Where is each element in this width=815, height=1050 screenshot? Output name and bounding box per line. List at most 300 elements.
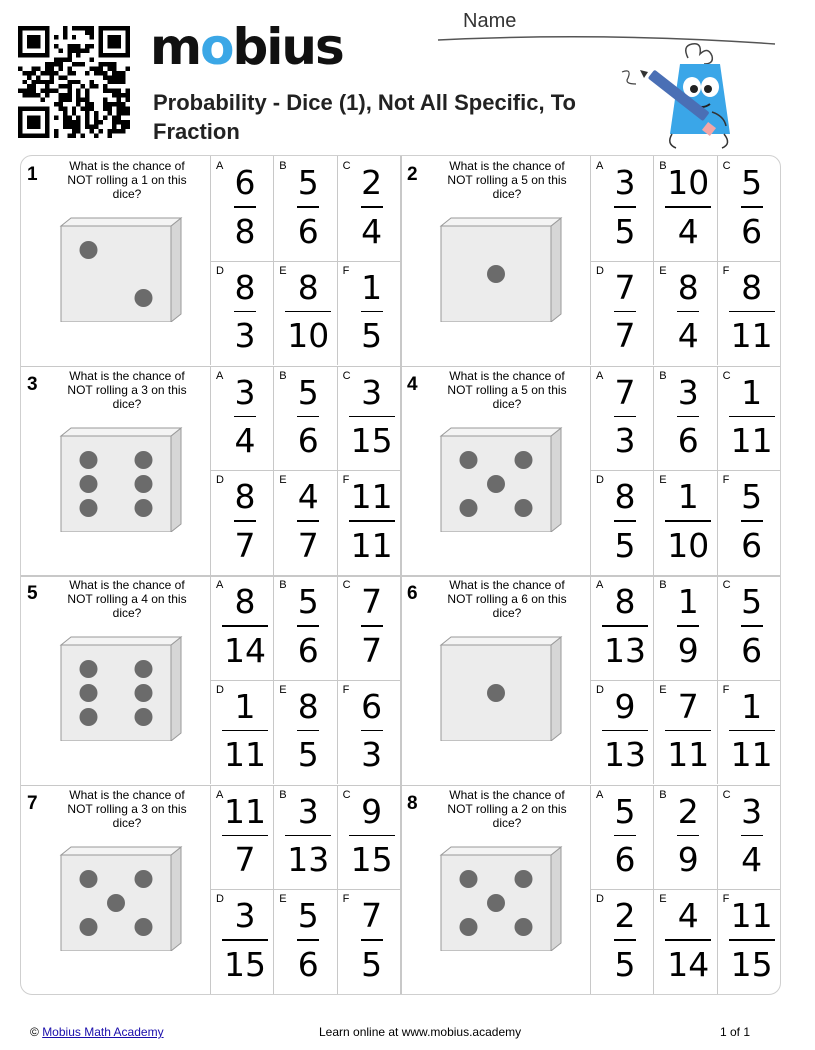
fraction-numerator: 5 — [297, 582, 319, 621]
problem-number: 2 — [407, 164, 418, 185]
fraction — [220, 893, 270, 989]
fraction — [283, 893, 333, 989]
problem-number: 6 — [407, 583, 418, 604]
fraction — [727, 684, 777, 780]
answer-option-a[interactable] — [590, 156, 653, 260]
answer-option-b[interactable] — [273, 575, 336, 679]
dice-pip — [487, 684, 505, 702]
fraction-numerator: 11 — [350, 477, 393, 516]
problem-number: 8 — [407, 792, 418, 814]
dice-pip — [460, 451, 478, 469]
dice-pip — [135, 684, 153, 702]
option-letter: C — [722, 788, 731, 801]
fraction — [347, 684, 397, 780]
fraction-denominator: 15 — [224, 944, 266, 984]
fraction — [283, 160, 333, 256]
fraction — [600, 474, 650, 570]
problem-question: What is the chance of NOT rolling a 2 on this dice? — [447, 787, 567, 830]
fraction — [283, 579, 333, 675]
logo-accent-letter: o — [200, 18, 233, 76]
fraction-numerator: 3 — [234, 372, 256, 412]
fraction-numerator: 8 — [297, 267, 319, 307]
fraction-denominator: 7 — [361, 630, 383, 670]
grid-line — [21, 785, 780, 787]
mobius-logo — [150, 18, 343, 76]
fraction-denominator: 7 — [614, 316, 636, 355]
fraction-denominator: 11 — [730, 316, 773, 355]
dice-pip — [515, 499, 533, 517]
fraction-numerator: 8 — [677, 267, 699, 307]
option-letter: D — [216, 683, 224, 696]
problem-question: What is the chance of NOT rolling a 1 on this dice? — [67, 159, 187, 201]
answer-option-a[interactable] — [210, 156, 273, 260]
fraction — [347, 474, 397, 570]
fraction — [283, 265, 333, 361]
option-letter: D — [596, 474, 604, 486]
fraction-numerator: 7 — [361, 896, 383, 935]
dice-illustration — [56, 635, 186, 741]
fraction-denominator: 10 — [287, 316, 330, 355]
fraction-denominator: 13 — [287, 840, 330, 879]
problem-number: 3 — [27, 373, 38, 395]
answer-option-b[interactable] — [273, 366, 336, 470]
dice-pip — [80, 708, 98, 726]
fraction-denominator: 11 — [350, 525, 393, 565]
answer-option-e[interactable] — [653, 470, 716, 574]
fraction-numerator: 7 — [614, 372, 636, 412]
fraction-denominator: 11 — [667, 735, 710, 774]
answer-option-b[interactable] — [653, 785, 716, 889]
dice-pip — [135, 499, 153, 517]
fraction-denominator: 3 — [361, 735, 383, 774]
option-letter: B — [659, 579, 667, 591]
dice-pip — [460, 918, 478, 936]
dice-pip — [80, 660, 98, 678]
fraction-denominator: 5 — [614, 525, 636, 565]
problem-question: What is the chance of NOT rolling a 6 on this dice? — [447, 578, 567, 620]
dice-pip — [135, 870, 153, 888]
fraction-denominator: 5 — [361, 316, 383, 355]
fraction-numerator: 5 — [614, 791, 636, 831]
fraction-denominator: 6 — [614, 840, 636, 879]
dice-pip — [135, 708, 153, 726]
fraction-denominator: 5 — [297, 735, 319, 774]
option-letter: A — [216, 369, 224, 382]
answer-option-d[interactable] — [210, 680, 273, 784]
fraction — [663, 893, 713, 989]
answer-option-e[interactable] — [273, 889, 336, 993]
fraction — [727, 893, 777, 989]
option-letter: F — [722, 893, 730, 905]
fraction — [347, 893, 397, 989]
fraction-numerator: 9 — [614, 686, 636, 726]
fraction-numerator: 8 — [614, 582, 636, 621]
fraction-denominator: 5 — [361, 944, 383, 984]
fraction — [220, 265, 270, 361]
problem-question: What is the chance of NOT rolling a 4 on this dice? — [67, 578, 187, 620]
problem-number: 7 — [27, 792, 38, 814]
answer-option-e[interactable] — [273, 680, 336, 784]
option-letter: A — [596, 579, 604, 591]
answer-option-f[interactable] — [717, 889, 780, 993]
grid-line — [210, 261, 400, 262]
fraction-denominator: 4 — [361, 211, 383, 251]
fraction — [727, 370, 777, 466]
mascot-illustration — [612, 42, 742, 152]
option-letter: B — [659, 788, 667, 801]
answer-option-d[interactable] — [210, 261, 273, 365]
answer-option-f[interactable] — [337, 680, 400, 784]
fraction-denominator: 6 — [741, 211, 763, 251]
answer-option-e[interactable] — [653, 889, 716, 993]
dice-illustration — [436, 635, 566, 741]
fraction-denominator: 11 — [730, 421, 773, 460]
dice-pip — [515, 918, 533, 936]
fraction — [663, 789, 713, 885]
fraction-denominator: 15 — [350, 421, 393, 460]
fraction-denominator: 6 — [297, 630, 319, 670]
dice-illustration — [436, 216, 566, 322]
option-letter: A — [596, 160, 604, 172]
fraction-denominator: 5 — [614, 944, 636, 984]
dice-pip — [135, 451, 153, 469]
dice-pip — [135, 660, 153, 678]
answer-option-d[interactable] — [590, 261, 653, 365]
answer-option-d[interactable] — [590, 889, 653, 993]
fraction — [727, 265, 777, 361]
fraction-numerator: 3 — [614, 163, 636, 202]
fraction-denominator: 4 — [741, 840, 763, 879]
problem-number: 4 — [407, 373, 418, 395]
fraction — [600, 579, 650, 675]
answer-option-b[interactable] — [653, 575, 716, 679]
fraction-numerator: 8 — [234, 477, 256, 516]
option-letter: B — [659, 369, 667, 382]
fraction-denominator: 15 — [350, 840, 393, 879]
fraction-numerator: 3 — [361, 372, 383, 412]
fraction-numerator: 1 — [677, 477, 699, 516]
fraction-denominator: 4 — [234, 421, 256, 460]
option-letter: E — [659, 264, 667, 277]
answer-option-e[interactable] — [653, 261, 716, 365]
mobius-academy-link[interactable]: Mobius Math Academy — [42, 1025, 164, 1039]
option-letter: A — [216, 160, 224, 172]
fraction-numerator: 4 — [297, 477, 319, 516]
option-letter: F — [722, 264, 730, 277]
dice-pip — [487, 475, 505, 493]
dice-pip — [135, 289, 153, 307]
fraction-numerator: 5 — [741, 477, 763, 516]
grid-line — [590, 470, 780, 471]
fraction-denominator: 11 — [730, 735, 773, 774]
fraction-numerator: 2 — [614, 896, 636, 935]
fraction — [347, 160, 397, 256]
option-letter: C — [722, 369, 731, 382]
fraction-denominator: 6 — [297, 211, 319, 251]
fraction — [663, 370, 713, 466]
grid-line — [210, 889, 400, 890]
fraction-denominator: 7 — [234, 840, 256, 879]
fraction-numerator: 3 — [741, 791, 763, 831]
answer-option-a[interactable] — [210, 575, 273, 679]
option-letter: E — [279, 893, 287, 905]
answer-option-e[interactable] — [273, 470, 336, 574]
option-letter: F — [342, 683, 350, 696]
name-label: Name — [463, 10, 517, 32]
fraction-numerator: 7 — [361, 582, 383, 621]
fraction-denominator: 7 — [297, 525, 319, 565]
dice-pip — [460, 499, 478, 517]
fraction — [220, 789, 270, 885]
answer-option-f[interactable] — [717, 470, 780, 574]
fraction-denominator: 6 — [741, 630, 763, 670]
fraction — [600, 893, 650, 989]
grid-line — [210, 680, 400, 681]
problem-question: What is the chance of NOT rolling a 5 on this dice? — [447, 159, 567, 201]
fraction-denominator: 3 — [614, 421, 636, 460]
fraction — [347, 370, 397, 466]
option-letter: A — [216, 579, 224, 591]
fraction-numerator: 7 — [677, 686, 699, 726]
option-letter: B — [279, 369, 287, 382]
footer-learn-online: Learn online at www.mobius.academy — [319, 1025, 522, 1039]
fraction-denominator: 7 — [234, 525, 256, 565]
fraction — [727, 789, 777, 885]
answer-option-e[interactable] — [273, 261, 336, 365]
answer-option-c[interactable] — [717, 575, 780, 679]
option-letter: A — [216, 788, 224, 801]
fraction-denominator: 5 — [614, 211, 636, 251]
fraction — [220, 160, 270, 256]
fraction-numerator: 5 — [297, 163, 319, 202]
fraction — [727, 579, 777, 675]
option-letter: C — [342, 160, 351, 172]
fraction-denominator: 6 — [677, 421, 699, 460]
answer-option-c[interactable] — [337, 575, 400, 679]
fraction — [600, 684, 650, 780]
fraction-numerator: 8 — [297, 686, 319, 726]
answer-option-d[interactable] — [210, 470, 273, 574]
fraction-denominator: 3 — [234, 316, 256, 355]
fraction-numerator: 5 — [741, 163, 763, 202]
option-letter: D — [596, 264, 604, 277]
answer-option-c[interactable] — [337, 156, 400, 260]
fraction-numerator: 9 — [361, 791, 383, 831]
dice-pip — [80, 451, 98, 469]
fraction-denominator: 4 — [677, 211, 699, 251]
fraction-numerator: 4 — [677, 896, 699, 935]
fraction — [220, 579, 270, 675]
problem-question: What is the chance of NOT rolling a 3 on this dice? — [67, 787, 187, 830]
dice-illustration — [56, 216, 186, 322]
fraction-denominator: 14 — [224, 630, 266, 670]
answer-option-c[interactable] — [717, 785, 780, 889]
dice-pip — [460, 870, 478, 888]
option-letter: E — [659, 683, 667, 696]
answer-option-f[interactable] — [337, 261, 400, 365]
answer-option-a[interactable] — [590, 366, 653, 470]
copyright-symbol: © — [30, 1025, 39, 1039]
fraction — [663, 265, 713, 361]
dice-pip — [135, 475, 153, 493]
problem-number: 5 — [27, 583, 38, 604]
answer-option-a[interactable] — [590, 575, 653, 679]
dice-pip — [80, 918, 98, 936]
answer-option-f[interactable] — [717, 261, 780, 365]
answer-option-b[interactable] — [273, 785, 336, 889]
fraction-denominator: 6 — [741, 525, 763, 565]
fraction-denominator: 15 — [730, 944, 773, 984]
option-letter: F — [342, 264, 350, 277]
answer-option-a[interactable] — [210, 366, 273, 470]
option-letter: C — [342, 369, 351, 382]
footer-copyright — [30, 1025, 164, 1039]
problem-number: 1 — [27, 164, 38, 185]
fraction — [663, 160, 713, 256]
answer-option-a[interactable] — [210, 785, 273, 889]
option-letter: E — [279, 474, 287, 486]
grid-line — [21, 575, 780, 577]
fraction-numerator: 7 — [614, 267, 636, 307]
fraction-denominator: 11 — [224, 735, 266, 774]
fraction-numerator: 8 — [234, 267, 256, 307]
answer-option-f[interactable] — [337, 889, 400, 993]
option-letter: C — [342, 579, 351, 591]
option-letter: C — [722, 579, 731, 591]
fraction-numerator: 1 — [741, 372, 763, 412]
dice-pip — [107, 894, 125, 912]
dice-illustration — [56, 845, 186, 951]
answer-option-f[interactable] — [337, 470, 400, 574]
fraction-numerator: 8 — [234, 582, 256, 621]
fraction-denominator: 9 — [677, 840, 699, 879]
dice-pip — [80, 241, 98, 259]
answer-option-c[interactable] — [717, 366, 780, 470]
fraction-numerator: 3 — [234, 896, 256, 935]
dice-illustration — [56, 426, 186, 532]
dice-pip — [80, 475, 98, 493]
logo-text: mobius — [150, 18, 343, 76]
fraction — [727, 474, 777, 570]
fraction — [220, 370, 270, 466]
grid-line — [21, 366, 780, 368]
dice-pip — [487, 265, 505, 283]
fraction-denominator: 4 — [677, 316, 699, 355]
option-letter: C — [342, 788, 351, 801]
fraction — [347, 265, 397, 361]
fraction-numerator: 6 — [361, 686, 383, 726]
option-letter: D — [596, 893, 604, 905]
option-letter: B — [279, 160, 287, 172]
dice-pip — [487, 894, 505, 912]
fraction-numerator: 1 — [741, 686, 763, 726]
fraction-denominator: 14 — [667, 944, 710, 984]
dice-pip — [135, 918, 153, 936]
dice-pip — [80, 684, 98, 702]
dice-pip — [515, 451, 533, 469]
fraction-numerator: 11 — [730, 896, 773, 935]
option-letter: A — [596, 369, 604, 382]
answer-option-d[interactable] — [210, 889, 273, 993]
answer-option-b[interactable] — [273, 156, 336, 260]
fraction-numerator: 1 — [361, 267, 383, 307]
option-letter: E — [279, 683, 287, 696]
fraction — [727, 160, 777, 256]
option-letter: B — [279, 579, 287, 591]
grid-line — [210, 470, 400, 471]
option-letter: D — [216, 264, 224, 277]
option-letter: E — [659, 893, 667, 905]
fraction-denominator: 6 — [297, 421, 319, 460]
answer-option-f[interactable] — [717, 680, 780, 784]
dice-pip — [80, 499, 98, 517]
option-letter: C — [722, 160, 731, 172]
dice-pip — [515, 870, 533, 888]
option-letter: F — [722, 474, 730, 486]
fraction-numerator: 1 — [234, 686, 256, 726]
dice-illustration — [436, 845, 566, 951]
fraction — [347, 789, 397, 885]
fraction-numerator: 10 — [667, 163, 710, 202]
answer-option-e[interactable] — [653, 680, 716, 784]
option-letter: D — [216, 474, 224, 486]
fraction — [347, 579, 397, 675]
fraction-numerator: 2 — [677, 791, 699, 831]
fraction — [220, 684, 270, 780]
answer-option-b[interactable] — [653, 366, 716, 470]
fraction-denominator: 8 — [234, 211, 256, 251]
fraction — [663, 474, 713, 570]
answer-option-d[interactable] — [590, 680, 653, 784]
fraction-denominator: 10 — [667, 525, 710, 565]
fraction-numerator: 1 — [677, 582, 699, 621]
worksheet-title: Probability - Dice (1), Not All Specific, To Fraction — [153, 90, 576, 144]
option-letter: D — [596, 683, 604, 696]
fraction-numerator: 5 — [297, 372, 319, 412]
fraction-numerator: 8 — [614, 477, 636, 516]
answer-option-c[interactable] — [337, 366, 400, 470]
answer-option-d[interactable] — [590, 470, 653, 574]
answer-option-b[interactable] — [653, 156, 716, 260]
option-letter: E — [659, 474, 667, 486]
option-letter: E — [279, 264, 287, 277]
grid-line — [590, 261, 780, 262]
fraction — [663, 579, 713, 675]
option-letter: A — [596, 788, 604, 801]
problem-question: What is the chance of NOT rolling a 3 on this dice? — [67, 368, 187, 411]
fraction — [663, 684, 713, 780]
fraction — [220, 474, 270, 570]
fraction-denominator: 9 — [677, 630, 699, 670]
fraction — [283, 789, 333, 885]
fraction — [600, 789, 650, 885]
fraction — [600, 160, 650, 256]
option-letter: F — [722, 683, 730, 696]
fraction-denominator: 13 — [604, 630, 646, 670]
grid-line — [590, 889, 780, 890]
fraction — [600, 370, 650, 466]
option-letter: B — [279, 788, 287, 801]
answer-option-c[interactable] — [337, 785, 400, 889]
answer-option-c[interactable] — [717, 156, 780, 260]
fraction — [283, 474, 333, 570]
fraction-numerator: 2 — [361, 163, 383, 202]
fraction-numerator: 11 — [224, 791, 266, 831]
dice-pip — [80, 870, 98, 888]
answer-option-a[interactable] — [590, 785, 653, 889]
option-letter: B — [659, 160, 667, 172]
grid-line — [590, 680, 780, 681]
